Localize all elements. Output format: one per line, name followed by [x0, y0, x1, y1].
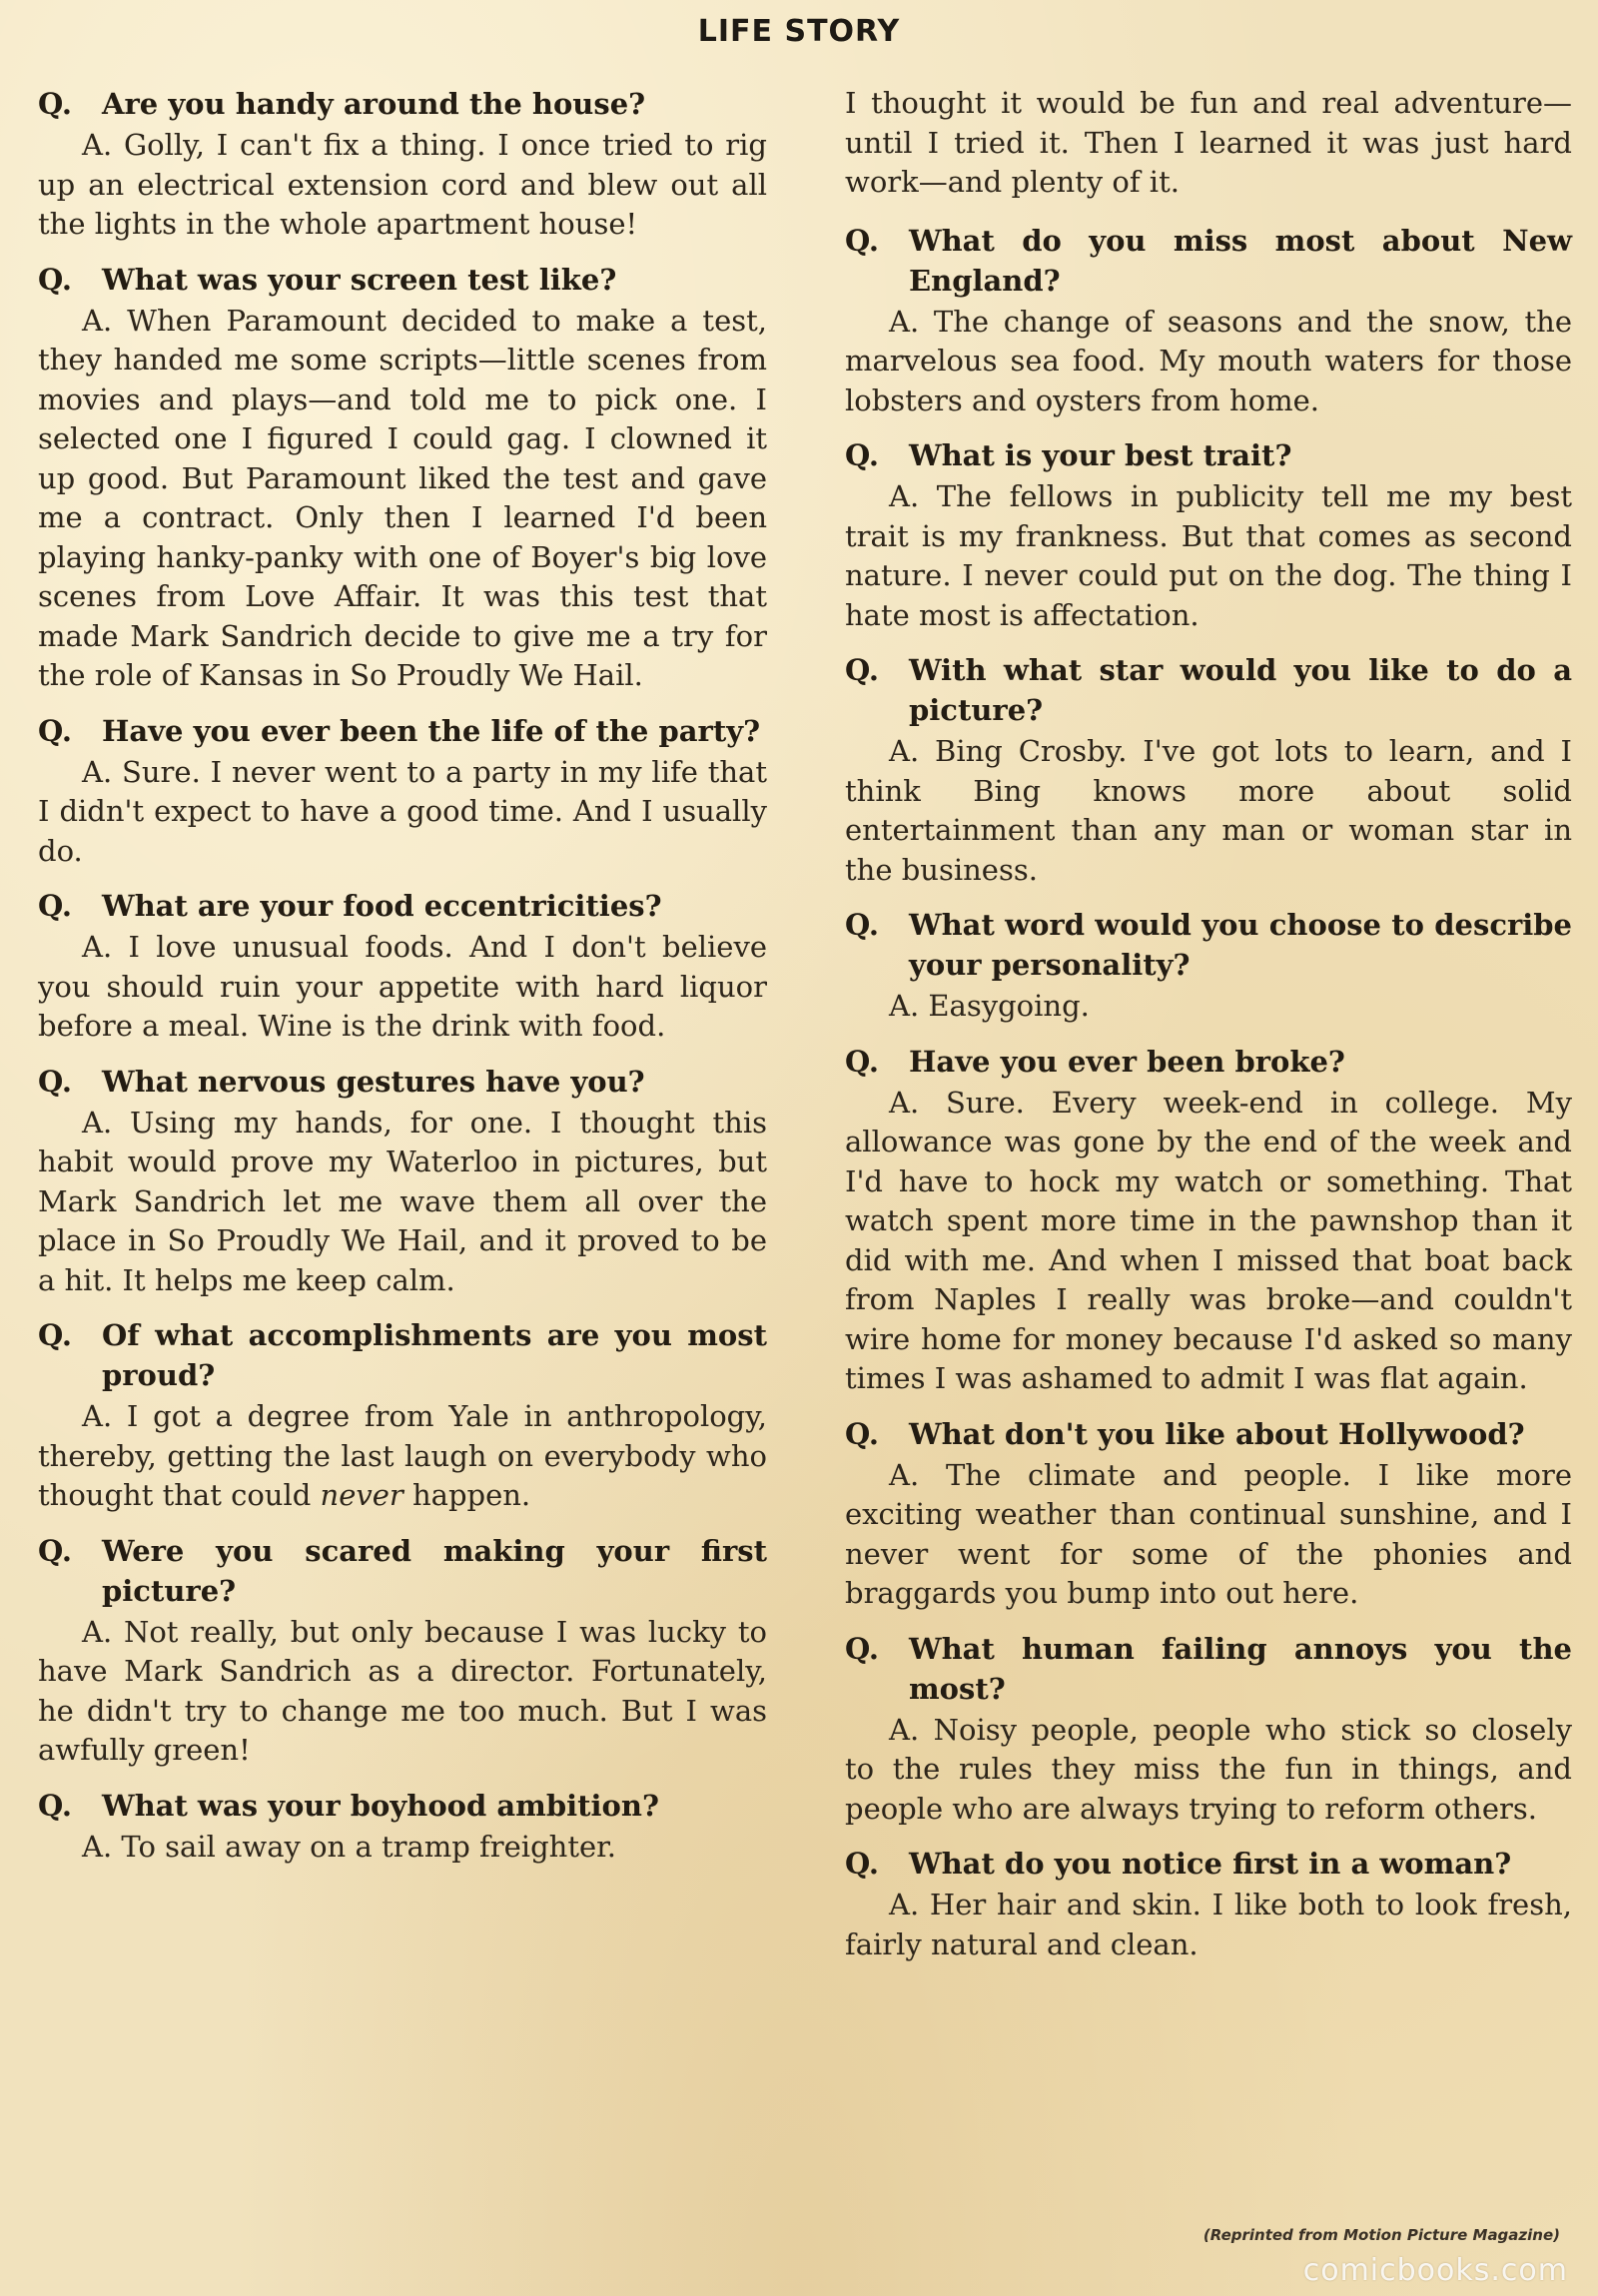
question: Q. What human failing annoys you the most?: [845, 1629, 1572, 1709]
q-prefix: Q.: [845, 223, 879, 258]
question: Q. What is your best trait?: [845, 435, 1572, 475]
emphasis: never: [320, 1478, 403, 1512]
q-prefix: Q.: [38, 1318, 72, 1352]
question: Q. What are your food eccentricities?: [38, 886, 767, 926]
q-prefix: Q.: [38, 713, 72, 748]
right-column: [845, 84, 1572, 1979]
q-prefix: Q.: [845, 653, 879, 687]
question: Q. What was your boyhood ambition?: [38, 1786, 767, 1826]
q-prefix: Q.: [845, 1847, 879, 1881]
answer: A. Easygoing.: [889, 989, 1090, 1023]
q-prefix: Q.: [38, 1064, 72, 1099]
answer: A. The climate and people. I like more exciting weather than continual sunshine, and I never went for some of the phonies and braggards you bump into out here.: [845, 1457, 1572, 1610]
question: Q. Have you ever been the life of the party?: [38, 711, 767, 751]
answer: A. To sail away on a tramp freighter.: [82, 1829, 617, 1864]
question: Q. What word would you choose to describe your personality?: [845, 905, 1572, 985]
question: Q. What don't you like about Hollywood?: [845, 1414, 1572, 1454]
question: Q. Have you ever been broke?: [845, 1042, 1572, 1082]
answer: A. Her hair and skin. I like both to look fresh, fairly natural and clean.: [845, 1888, 1572, 1961]
answer: A. Golly, I can't fix a thing. I once tried to rig up an electrical extension cord and blew out all the lights in the whole apartment house!: [38, 128, 767, 241]
answer-continuation: I thought it would be fun and real adventure—until I tried it. Then I learned it was just hard work—and plenty of it.: [845, 86, 1572, 199]
answer: A. I got a degree from Yale in anthropology, thereby, getting the last laugh on everybody who thought that could never happen.: [38, 1399, 767, 1512]
q-prefix: Q.: [38, 1788, 72, 1823]
question: Q. What nervous gestures have you?: [38, 1062, 767, 1102]
q-prefix: Q.: [845, 1631, 879, 1666]
reprint-credit: (Reprinted from Motion Picture Magazine): [1202, 2226, 1560, 2244]
q-prefix: Q.: [845, 1416, 879, 1451]
page-header: LIFE STORY: [697, 14, 901, 49]
q-prefix: Q.: [38, 87, 72, 121]
answer: A. The change of seasons and the snow, the marvelous sea food. My mouth waters for those lobsters and oysters from home.: [845, 304, 1572, 417]
answer: A. Sure. Every week-end in college. My allowance was gone by the end of the week and I'd have to hock my watch or something. That watch spent more time in the pawnshop than it did with me. And when I missed that boat back from Naples I really was broke—and couldn't wire home for money because I'd asked so many times I was ashamed to admit I was flat again.: [845, 1085, 1572, 1395]
answer: A. Not really, but only because I was lucky to have Mark Sandrich as a director. Fortunately, he didn't try to change me too much. But I was awfully green!: [38, 1614, 767, 1767]
left-column: [38, 84, 767, 1882]
question: Q. What do you notice first in a woman?: [845, 1844, 1572, 1884]
answer: A. Using my hands, for one. I thought this habit would prove my Waterloo in pictures, but Mark Sandrich let me wave them all over the place in So Proudly We Hail, and it proved to be a hit. It helps me keep calm.: [38, 1105, 767, 1297]
watermark: comicbooks.com: [1302, 2253, 1568, 2288]
question: Q. Of what accomplishments are you most proud?: [38, 1315, 767, 1395]
answer: A. The fellows in publicity tell me my best trait is my frankness. But that comes as second nature. I never could put on the dog. The thing I hate most is affectation.: [845, 479, 1572, 632]
question: Q. Are you handy around the house?: [38, 84, 767, 124]
question: Q. What was your screen test like?: [38, 260, 767, 300]
question: Q. With what star would you like to do a picture?: [845, 650, 1572, 730]
answer: A. Noisy people, people who stick so closely to the rules they miss the fun in things, and people who are always trying to reform others.: [845, 1712, 1572, 1826]
q-prefix: Q.: [38, 262, 72, 297]
q-prefix: Q.: [845, 908, 879, 942]
question: Q. What do you miss most about New England?: [845, 221, 1572, 301]
answer: A. Bing Crosby. I've got lots to learn, and I think Bing knows more about solid entertainment than any man or woman star in the business.: [845, 734, 1572, 887]
answer: A. When Paramount decided to make a test, they handed me some scripts—little scenes from movies and plays—and told me to pick one. I selected one I figured I could gag. I clowned it up good. But Paramount liked the test and gave me a contract. Only then I learned I'd been playing hanky-panky with one of Boyer's big love scenes from Love Affair. It was this test that made Mark Sandrich decide to give me a try for the role of Kansas in So Proudly We Hail.: [38, 303, 767, 692]
answer: A. I love unusual foods. And I don't believe you should ruin your appetite with hard liquor before a meal. Wine is the drink with food.: [38, 930, 767, 1043]
q-prefix: Q.: [38, 889, 72, 923]
q-prefix: Q.: [845, 438, 879, 472]
question: Q. Were you scared making your first picture?: [38, 1531, 767, 1611]
answer: A. Sure. I never went to a party in my life that I didn't expect to have a good time. And I usually do.: [38, 754, 767, 868]
q-prefix: Q.: [38, 1533, 72, 1568]
q-prefix: Q.: [845, 1044, 879, 1079]
